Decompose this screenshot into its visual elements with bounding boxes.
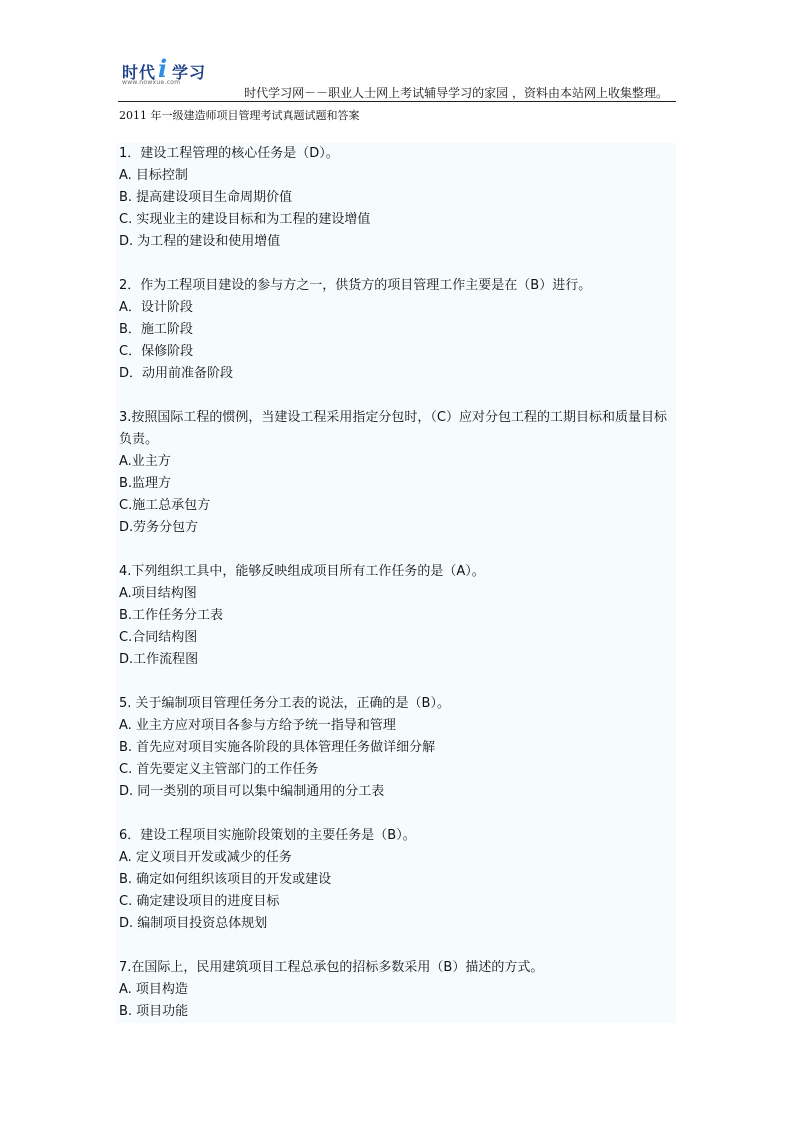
question-stem: 6．建设工程项目实施阶段策划的主要任务是（B）。 — [119, 828, 416, 843]
question-item — [116, 143, 676, 253]
answer-option: D.工作流程图 — [119, 652, 199, 667]
question-stem: 3.按照国际工程的惯例，当建设工程采用指定分包时，（C）应对分包工程的工期目标和质量目标负责。 — [119, 410, 667, 447]
logo-i-mark: i — [158, 54, 168, 83]
question-stem: 7.在国际上，民用建筑项目工程总承包的招标多数采用（B）描述的方式。 — [119, 960, 544, 975]
header-slogan: 时代学习网－－职业人士网上考试辅导学习的家园 ，资料由本站网上收集整理。 — [244, 86, 668, 100]
answer-option: B. 项目功能 — [119, 1004, 189, 1019]
question-stem: 2．作为工程项目建设的参与方之一，供货方的项目管理工作主要是在（B）进行。 — [119, 278, 592, 293]
header-divider — [118, 101, 676, 102]
question-stem: 1．建设工程管理的核心任务是（D）。 — [119, 146, 339, 161]
question-stem: 5. 关于编制项目管理任务分工表的说法，正确的是（B）。 — [119, 696, 450, 711]
answer-option: D. 编制项目投资总体规划 — [119, 916, 268, 931]
answer-option: A. 业主方应对项目各参与方给予统一指导和管理 — [119, 718, 396, 733]
question-item — [116, 825, 676, 935]
answer-option: C．保修阶段 — [119, 344, 194, 359]
answer-option: B. 确定如何组织该项目的开发或建设 — [119, 872, 332, 887]
question-item — [116, 957, 676, 1023]
answer-option: C.合同结构图 — [119, 630, 198, 645]
answer-option: A. 目标控制 — [119, 168, 188, 183]
answer-option: C.施工总承包方 — [119, 498, 211, 513]
question-item — [116, 561, 676, 671]
answer-option: C. 实现业主的建设目标和为工程的建设增值 — [119, 212, 371, 227]
logo-text: 时代 学习 — [122, 63, 207, 82]
answer-option: C. 首先要定义主管部门的工作任务 — [119, 762, 319, 777]
question-item — [116, 693, 676, 803]
question-stem: 4.下列组织工具中，能够反映组成项目所有工作任务的是（A）。 — [119, 564, 485, 579]
answer-option: B. 提高建设项目生命周期价值 — [119, 190, 293, 205]
question-list — [116, 143, 676, 1023]
page-header — [118, 54, 676, 102]
answer-option: A.项目结构图 — [119, 586, 197, 601]
site-logo — [122, 54, 208, 100]
answer-option: A. 项目构造 — [119, 982, 188, 997]
answer-option: B. 首先应对项目实施各阶段的具体管理任务做详细分解 — [119, 740, 436, 755]
document-title: 2011 年一级建造师项目管理考试真题试题和答案 — [119, 109, 360, 122]
answer-option: A.业主方 — [119, 454, 171, 469]
answer-option: B．施工阶段 — [119, 322, 193, 337]
answer-option: B.监理方 — [119, 476, 172, 491]
answer-option: D．动用前准备阶段 — [119, 366, 234, 381]
question-item — [116, 275, 676, 385]
logo-url: www.nowxue.com — [122, 79, 181, 86]
answer-option: C. 确定建设项目的进度目标 — [119, 894, 280, 909]
answer-option: D. 为工程的建设和使用增值 — [119, 234, 281, 249]
answer-option: D. 同一类别的项目可以集中编制通用的分工表 — [119, 784, 385, 799]
answer-option: D.劳务分包方 — [119, 520, 199, 535]
question-item — [116, 407, 676, 539]
answer-option: B.工作任务分工表 — [119, 608, 224, 623]
answer-option: A．设计阶段 — [119, 300, 193, 315]
answer-option: A. 定义项目开发或减少的任务 — [119, 850, 292, 865]
